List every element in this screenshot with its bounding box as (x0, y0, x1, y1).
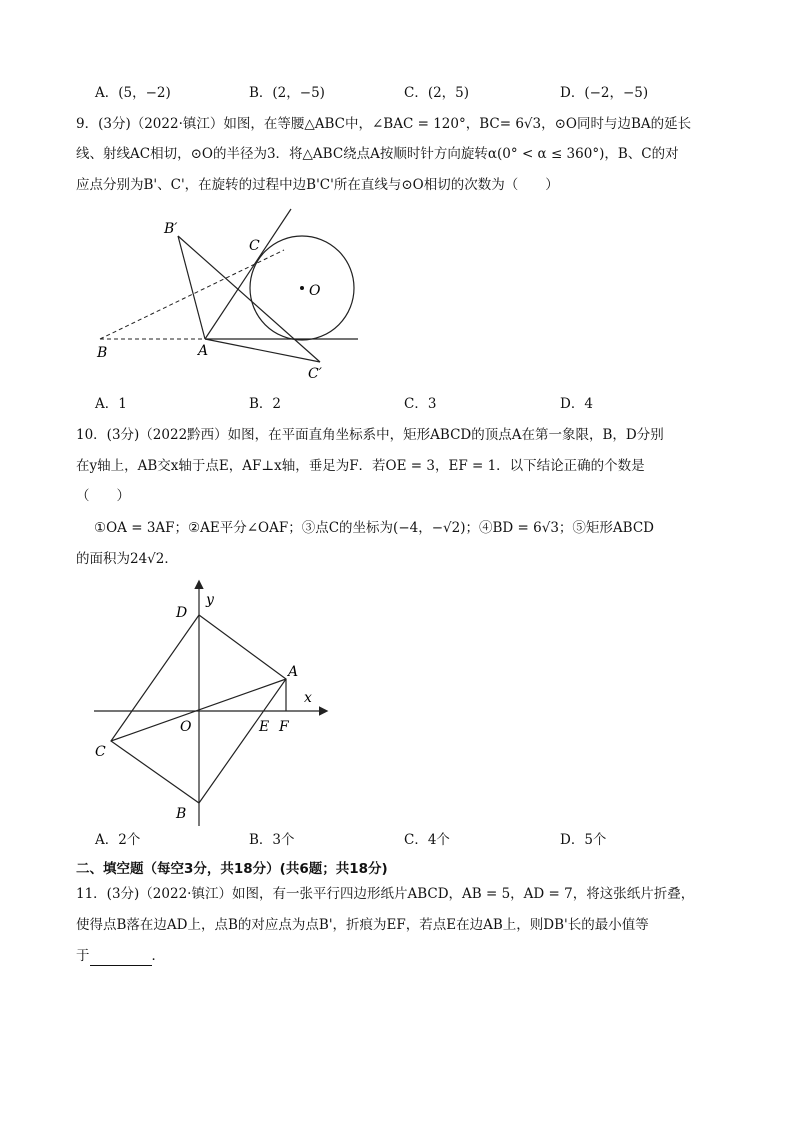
q10-label-d: D (176, 605, 188, 621)
q9-option-d: D．4 (560, 396, 593, 412)
q10-option-d: D．5个 (560, 832, 607, 848)
q10-label-x: x (304, 690, 312, 706)
q9-label-o: O (309, 283, 321, 299)
q10-line-1: 10．(3分)（2022黔西）如图，在平面直角坐标系中，矩形ABCD的顶点A在第一象限，B，D分别 (76, 427, 664, 443)
q8-option-b: B．(2，−5) (249, 85, 325, 101)
q10-label-y: y (206, 592, 214, 608)
q9-option-c: C．3 (404, 396, 437, 412)
q9-segment-a-c-prime (205, 339, 320, 362)
q10-label-e: E (259, 719, 270, 735)
q10-line-4: ①OA = 3AF；②AE平分∠OAF；③点C的坐标为(−4，−√2)；④BD = 6√3；⑤矩形ABCD (94, 520, 654, 536)
q8-option-d: D．(−2，−5) (560, 85, 649, 101)
q10-option-c: C．4个 (404, 832, 450, 848)
q9-line-3: 应点分别为B'、C'，在旋转的过程中边B'C'所在直线与⊙O相切的次数为（ ） (76, 177, 559, 193)
q10-option-b: B．3个 (249, 832, 295, 848)
q10-label-b: B (176, 806, 187, 822)
section-2-heading: 二、填空题（每空3分，共18分）(共6题；共18分) (76, 861, 388, 877)
q10-line-2: 在y轴上，AB交x轴于点E，AF⊥x轴，垂足为F．若OE = 3，EF = 1．以下结论正确的个数是 (76, 458, 645, 474)
q11-line-3-suffix: ． (151, 948, 165, 964)
q9-ray-ac (205, 209, 291, 339)
q10-line-3: （ ） (76, 488, 130, 504)
q9-option-a: A．1 (95, 396, 127, 412)
q10-label-a: A (288, 664, 299, 680)
q8-option-c: C．(2，5) (404, 85, 470, 101)
q10-label-f: F (279, 719, 289, 735)
q11-line-2: 使得点B落在边AD上，点B的对应点为点B'，折痕为EF，若点E在边AB上，则DB'长的最小值等 (76, 917, 649, 933)
q9-label-b: B (97, 345, 108, 361)
q11-line-1: 11．(3分)（2022·镇江）如图，有一张平行四边形纸片ABCD，AB = 5，AD = 7，将这张纸片折叠， (76, 886, 695, 902)
q9-segment-b-prime-a (178, 236, 205, 339)
q8-option-a: A．(5，−2) (95, 85, 171, 101)
q9-label-c: C (249, 238, 260, 254)
q10-option-a: A．2个 (95, 832, 141, 848)
q10-line-5: 的面积为24√2． (76, 551, 178, 567)
q9-label-c-prime: C′ (308, 366, 322, 382)
q9-center-point (300, 286, 304, 290)
q9-option-b: B．2 (249, 396, 282, 412)
q9-line-2: 线、射线AC相切，⊙O的半径为3．将△ABC绕点A按顺时针方向旋转α(0° < α ≤ 360°)，B、C的对 (76, 146, 679, 162)
q10-label-c: C (95, 744, 106, 760)
q10-label-o: O (180, 719, 192, 735)
q9-label-a: A (198, 343, 209, 359)
q11-line-3 (76, 946, 165, 966)
q9-line-1: 9．(3分)（2022·镇江）如图，在等腰△ABC中，∠BAC = 120°，BC= 6√3，⊙O同时与边BA的延长 (76, 116, 692, 132)
q9-label-b-prime: B′ (164, 221, 178, 237)
q11-line-3-prefix: 于 (76, 948, 90, 964)
q9-figure (80, 200, 380, 390)
q11-answer-blank[interactable] (90, 951, 152, 966)
q10-figure (88, 575, 338, 830)
